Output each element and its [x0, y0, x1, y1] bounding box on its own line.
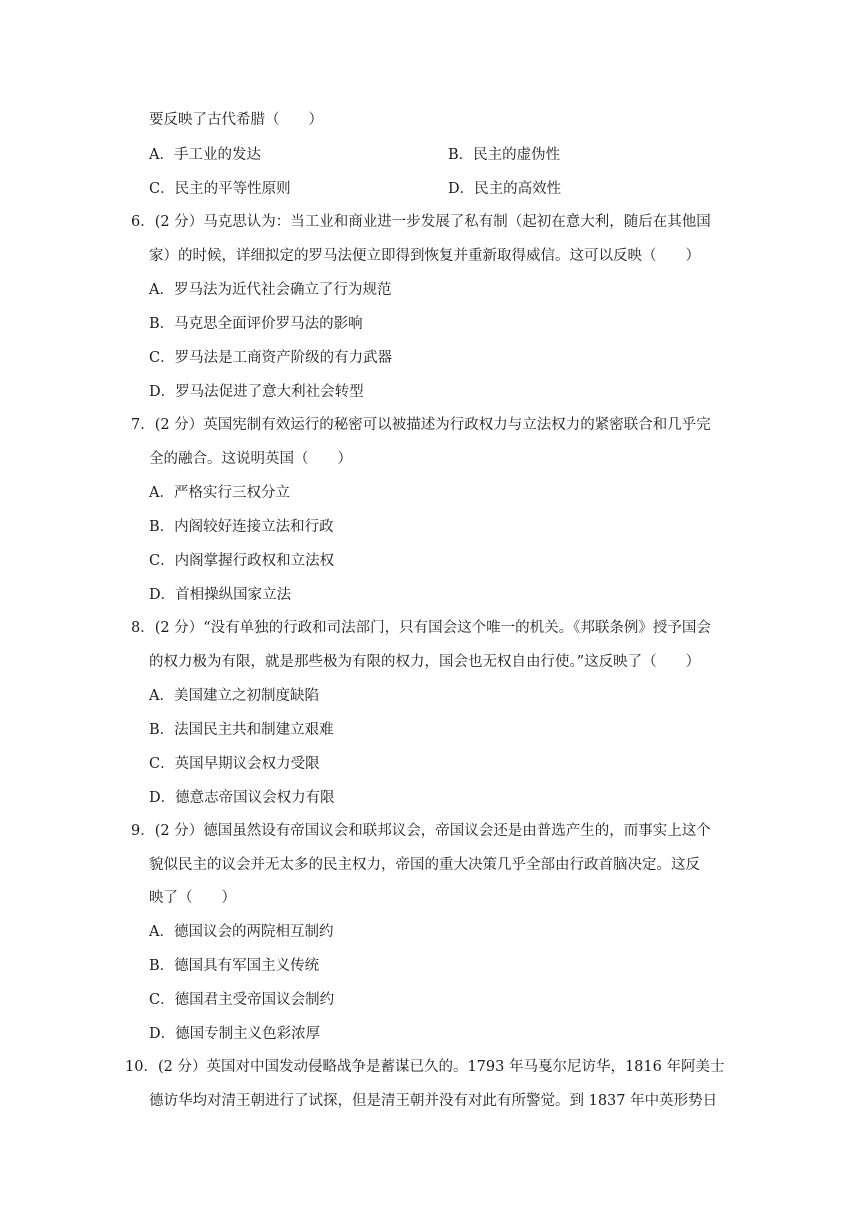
q8-stem-line-1: 8．(2 分）“没有单独的行政和司法部门，只有国会这个唯一的机关。《邦联条例》授予国会: [131, 620, 711, 636]
q5-option-b[interactable]: B．民主的虚伪性: [448, 147, 561, 163]
q8-option-a[interactable]: A．美国建立之初制度缺陷: [149, 688, 319, 704]
q5-option-c[interactable]: C．民主的平等性原则: [149, 181, 291, 197]
q9-stem-line-2: 貌似民主的议会并无太多的民主权力，帝国的重大决策几乎全部由行政首脑决定。这反: [149, 857, 700, 873]
q9-option-b[interactable]: B．德国具有军国主义传统: [149, 958, 320, 974]
q9-stem-line-1: 9．(2 分）德国虽然设有帝国议会和联邦议会，帝国议会还是由普选产生的，而事实上这个: [131, 823, 711, 839]
q6-option-c[interactable]: C．罗马法是工商资产阶级的有力武器: [149, 350, 393, 366]
q9-option-a[interactable]: A．德国议会的两院相互制约: [149, 924, 334, 940]
q6-option-b[interactable]: B．马克思全面评价罗马法的影响: [149, 316, 363, 332]
q6-stem-line-2: 家）的时候，详细拟定的罗马法便立即得到恢复并重新取得威信。这可以反映（ ）: [149, 248, 700, 264]
q8-option-b[interactable]: B．法国民主共和制建立艰难: [149, 722, 334, 738]
q5-option-d[interactable]: D．民主的高效性: [448, 181, 562, 197]
q7-stem-line-2: 全的融合。这说明英国（ ）: [149, 451, 352, 467]
q9-option-d[interactable]: D．德国专制主义色彩浓厚: [149, 1026, 321, 1042]
q7-stem-line-1: 7．(2 分）英国宪制有效运行的秘密可以被描述为行政权力与立法权力的紧密联合和几乎完: [131, 417, 711, 433]
q9-option-c[interactable]: C．德国君主受帝国议会制约: [149, 992, 335, 1008]
q10-stem-line-1: 10．(2 分）英国对中国发动侵略战争是蓄谋已久的。1793 年马戛尔尼访华，1816 年阿美士: [125, 1059, 725, 1075]
q7-option-d[interactable]: D．首相操纵国家立法: [149, 587, 292, 603]
q8-option-c[interactable]: C．英国早期议会权力受限: [149, 756, 320, 772]
q6-option-d[interactable]: D．罗马法促进了意大利社会转型: [149, 384, 364, 400]
q7-option-c[interactable]: C．内阁掌握行政权和立法权: [149, 553, 335, 569]
q7-option-a[interactable]: A．严格实行三权分立: [149, 485, 290, 501]
q10-stem-line-2: 德访华均对清王朝进行了试探，但是清王朝并没有对此有所警觉。到 1837 年中英形势日: [149, 1093, 718, 1109]
q7-option-b[interactable]: B．内阁较好连接立法和行政: [149, 519, 334, 535]
q8-stem-line-2: 的权力极为有限，就是那些极为有限的权力，国会也无权自由行使。”这反映了（ ）: [149, 654, 701, 670]
q9-stem-line-3: 映了（ ）: [149, 890, 236, 906]
q6-option-a[interactable]: A．罗马法为近代社会确立了行为规范: [149, 282, 392, 298]
q5-option-a[interactable]: A．手工业的发达: [149, 147, 261, 163]
q5-stem-continuation: 要反映了古代希腊（ ）: [149, 112, 323, 128]
q8-option-d[interactable]: D．德意志帝国议会权力有限: [149, 790, 335, 806]
q6-stem-line-1: 6．(2 分）马克思认为：当工业和商业进一步发展了私有制（起初在意大利，随后在其他国: [131, 214, 711, 230]
